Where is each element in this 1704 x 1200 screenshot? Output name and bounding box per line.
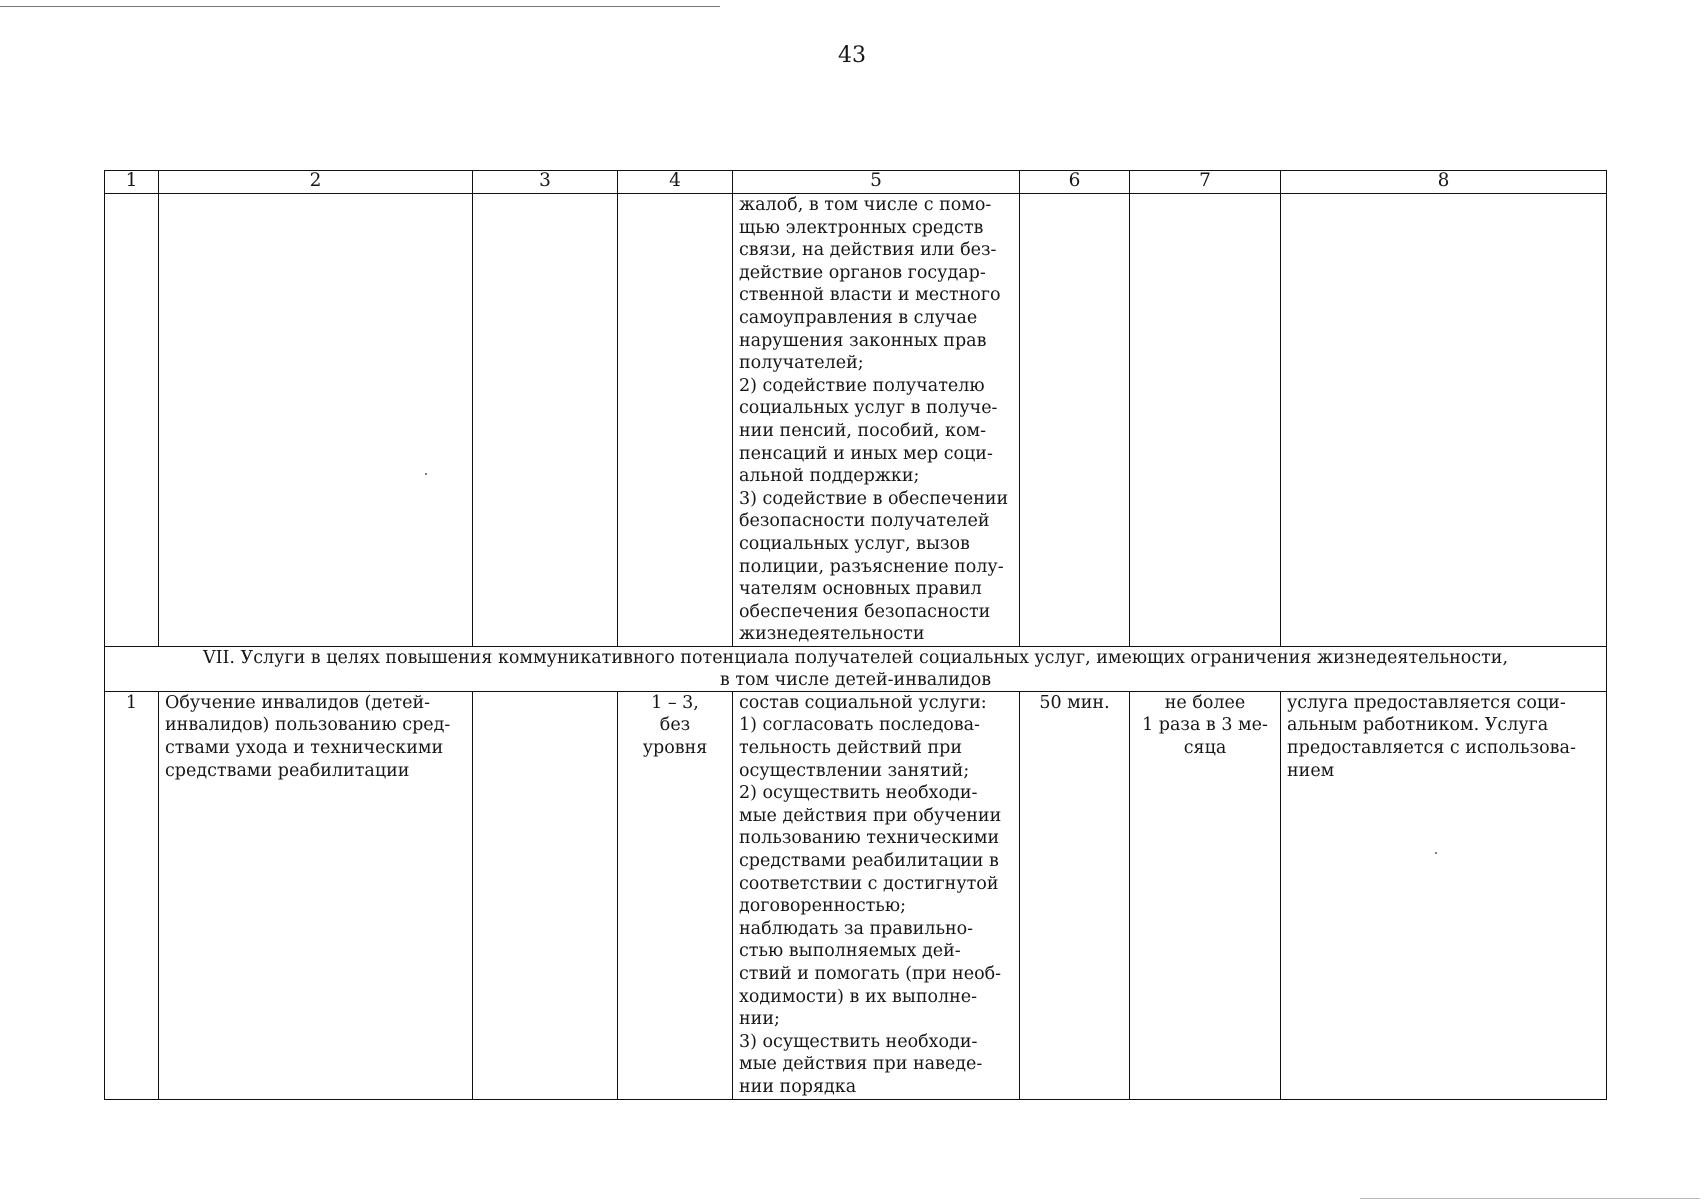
text-line: инвалидов) пользованию сред- [165,715,451,736]
service-notes-cell [1281,691,1607,1099]
text-line: средствами реабилитации в [739,851,999,872]
service-frequency-cell [1130,691,1281,1099]
text-line: ствами ухода и техническими [165,738,444,759]
cell-empty [105,194,159,647]
text-line: мые действия при обучении [739,805,1002,826]
text-line: полиции, разъяснение полу- [739,556,1004,577]
text-line: получателей; [739,353,864,374]
scan-edge-line [0,6,720,7]
text-line: не более [1164,692,1246,713]
service-level-cell [618,691,733,1099]
text-line: 1) согласовать последова- [739,715,980,736]
column-number: 1 [105,171,159,194]
scan-edge-line [1360,1198,1700,1199]
column-number: 7 [1130,171,1281,194]
column-number: 6 [1020,171,1130,194]
continuation-row [105,194,1607,647]
service-name-cell [159,691,473,1099]
text-line: состав социальной услуги: [739,692,987,713]
text-line: самоуправления в случае [739,307,978,328]
service-content-cell [733,691,1020,1099]
column-number: 2 [159,171,473,194]
service-duration: 50 мин. [1020,691,1130,1099]
column-number: 5 [733,171,1020,194]
continuation-content-cell [733,194,1020,647]
text-line: 3) содействие в обеспечении [739,488,1009,509]
text-line: щью электронных средств [739,217,984,238]
column-number: 8 [1281,171,1607,194]
text-line: обеспечения безопасности [739,601,991,622]
services-table [104,170,1607,1100]
service-row [105,691,1607,1099]
text-line: нарушения законных прав [739,330,987,351]
cell-empty [473,194,618,647]
text-line: 2) содействие получателю [739,375,985,396]
text-line: связи, на действия или без- [739,240,997,261]
cell-empty [1130,194,1281,647]
cell-empty [1020,194,1130,647]
text-line: без [659,715,691,736]
section-heading [105,646,1607,691]
row-number: 1 [105,691,159,1099]
text-line: социальных услуг, вызов [739,533,970,554]
cell-empty [159,194,473,647]
text-line: ствий и помогать (при необ- [739,964,1002,984]
text-line: 1 – 3, [651,692,699,713]
text-line: договоренностью; [739,896,906,917]
text-line: пенсаций и иных мер соци- [739,443,993,464]
text-line: 1 раза в 3 ме- [1142,715,1268,736]
text-line: действие органов государ- [739,262,986,283]
text-line: ходимости) в их выполне- [739,986,978,1007]
column-number-row [105,171,1607,194]
text-line: осуществлении занятий; [739,760,970,781]
text-line: соответствии с достигнутой [739,873,999,894]
text-line: мые действия при наведе- [739,1054,983,1075]
cell-empty [1281,194,1607,647]
text-line: чателям основных правил [739,579,982,600]
text-line: безопасности получателей [739,511,990,532]
cell-empty [473,691,618,1099]
text-line: нии порядка [739,1076,857,1097]
text-line: сяца [1183,738,1227,759]
text-line: альной поддержки; [739,466,920,487]
section-heading-line: VII. Услуги в целях повышения коммуникативного потенциала получателей социальных услуг, имеющих ограничения жизнедеятельности, [202,647,1509,668]
text-line: нии пенсий, пособий, ком- [739,420,987,441]
text-line: Обучение инвалидов (детей- [165,692,431,713]
text-line: нии; [739,1009,780,1030]
text-line: пользованию техническими [739,828,1000,849]
text-line: услуга предоставляется соци- [1287,692,1566,713]
section-heading-row [105,646,1607,691]
text-line: средствами реабилитации [165,760,410,781]
text-line: 3) осуществить необходи- [739,1031,978,1052]
text-line: предоставляется с использова- [1287,738,1576,759]
text-line: наблюдать за правильно- [739,918,974,939]
text-line: уровня [642,738,708,759]
text-line: 2) осуществить необходи- [739,783,978,804]
text-line: ственной власти и местного [739,285,1001,306]
column-number: 3 [473,171,618,194]
text-line: социальных услуг в получе- [739,398,998,419]
page-number: 43 [838,43,866,68]
text-line: альным работником. Услуга [1287,715,1549,736]
column-number: 4 [618,171,733,194]
text-line: жалоб, в том числе с помо- [739,195,992,215]
text-line: жизнедеятельности [739,624,925,645]
text-line: тельность действий при [739,738,963,759]
section-heading-line: в том числе детей-инвалидов [719,669,992,690]
cell-empty [618,194,733,647]
text-line: нием [1287,760,1335,781]
text-line: стью выполняемых дей- [739,941,961,962]
